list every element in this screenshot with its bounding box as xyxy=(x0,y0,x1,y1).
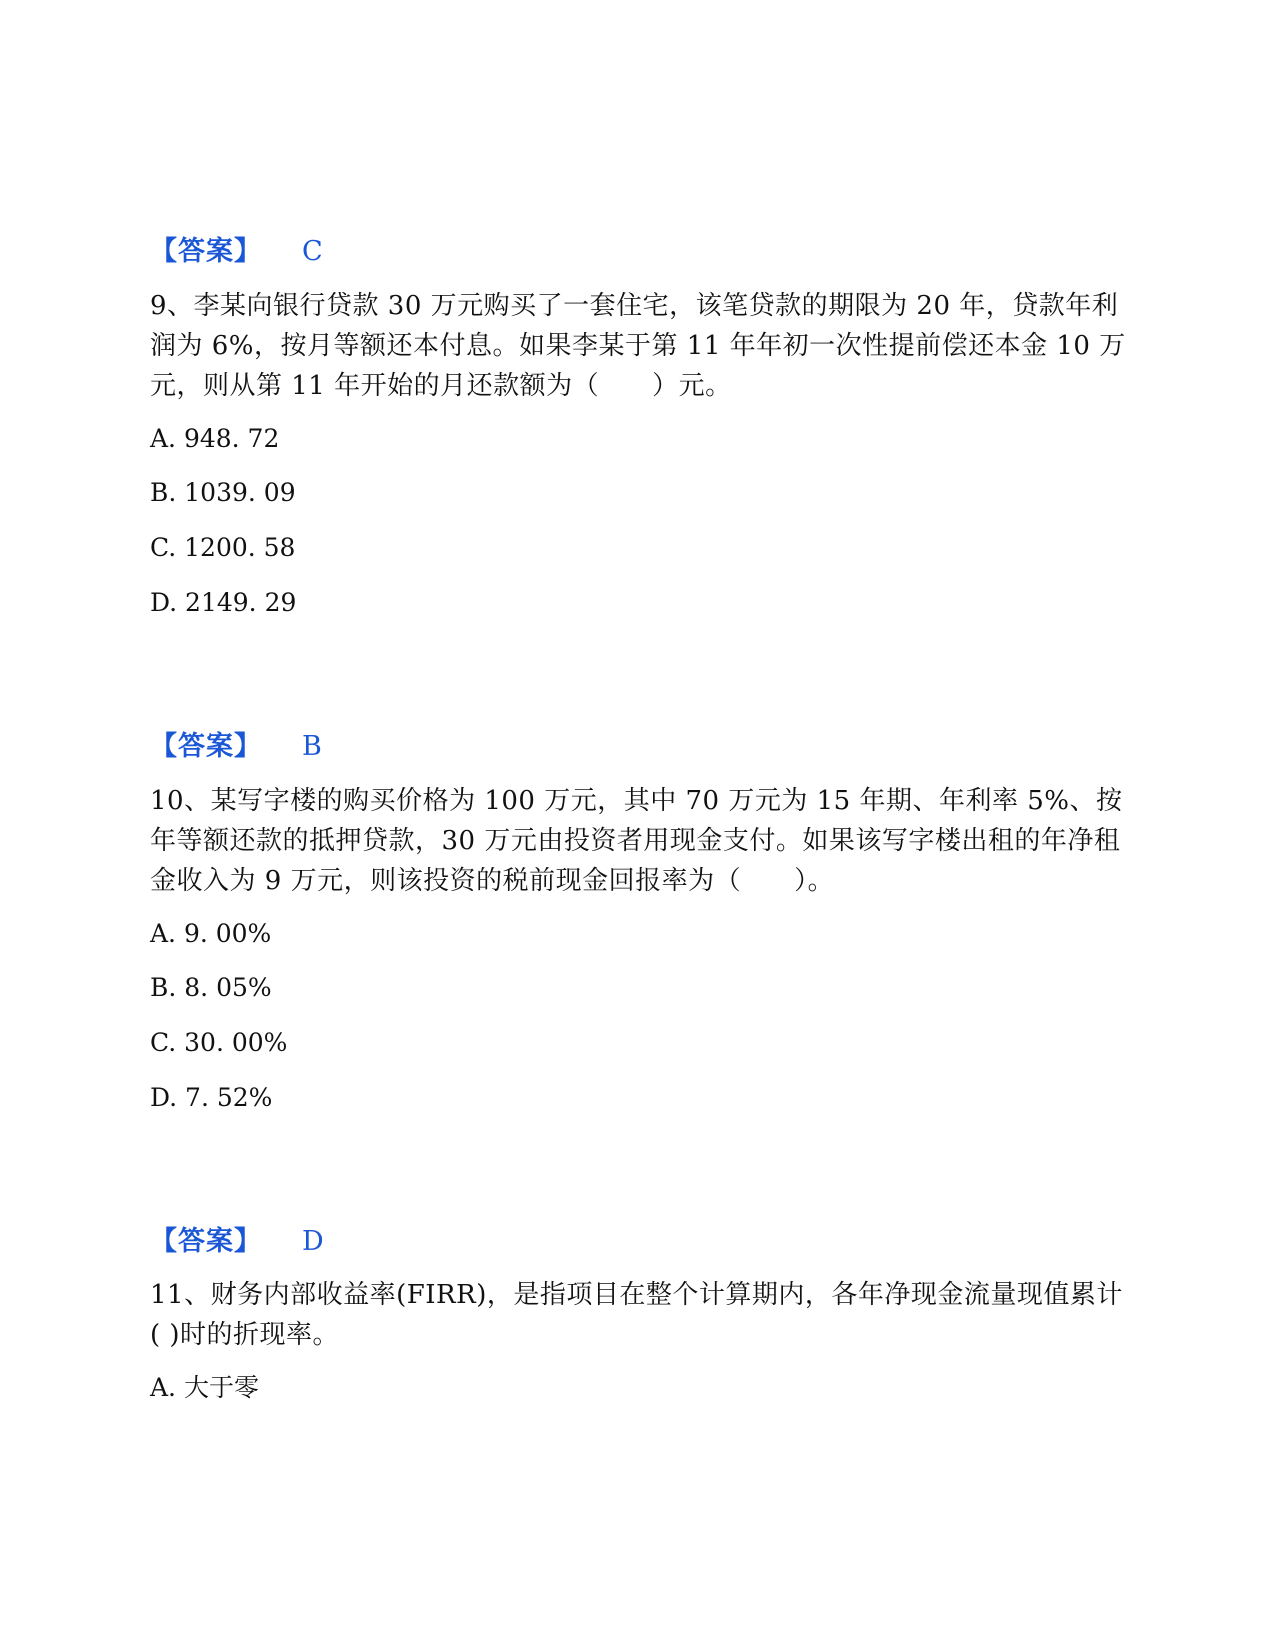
option-d: D. 2149. 29 xyxy=(150,588,297,617)
answer-tag: 【答案】 xyxy=(150,731,262,762)
answer-letter: C xyxy=(302,236,323,267)
answer-line xyxy=(150,731,322,763)
question-10: 10、某写字楼的购买价格为 100 万元，其中 70 万元为 15 年期、年利率 5%、按年等额还款的抵押贷款，30 万元由投资者用现金支付。如果该写字楼出租的年净租金收入为 9 万元，则该投资的税前现金回报率为（ ）。 xyxy=(150,786,1123,896)
option-c: C. 30. 00% xyxy=(150,1028,288,1057)
option-b: B. 1039. 09 xyxy=(150,478,296,507)
answer-tag: 【答案】 xyxy=(150,236,262,267)
question-11: 11、财务内部收益率(FIRR)，是指项目在整个计算期内，各年净现金流量现值累计( )时的折现率。 xyxy=(150,1280,1123,1350)
answer-letter: B xyxy=(302,731,322,762)
option-c: C. 1200. 58 xyxy=(150,533,296,562)
option-d: D. 7. 52% xyxy=(150,1083,273,1112)
answer-line xyxy=(150,1226,324,1258)
answer-letter: D xyxy=(302,1226,324,1257)
answer-line xyxy=(150,236,323,268)
answer-tag: 【答案】 xyxy=(150,1226,262,1257)
question-9: 9、李某向银行贷款 30 万元购买了一套住宅，该笔贷款的期限为 20 年，贷款年利润为 6%，按月等额还本付息。如果李某于第 11 年年初一次性提前偿还本金 10 万元，则从第 11 年开始的月还款额为（ ）元。 xyxy=(150,291,1126,401)
option-a: A. 9. 00% xyxy=(150,919,272,948)
option-a: A. 948. 72 xyxy=(150,424,280,453)
option-a: A. 大于零 xyxy=(150,1373,259,1402)
option-b: B. 8. 05% xyxy=(150,973,272,1002)
